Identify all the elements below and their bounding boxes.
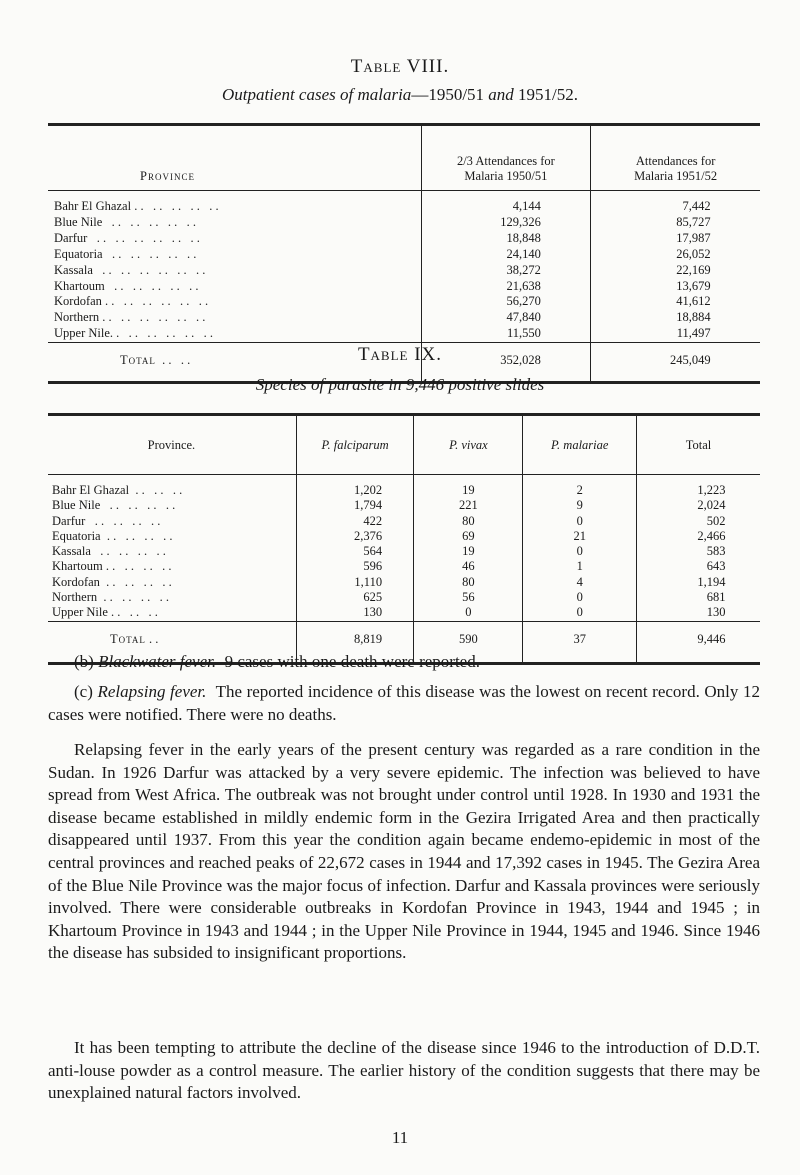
table9-falciparum: 564 (363, 544, 383, 559)
table9-malariae: 21 (573, 528, 586, 543)
table8-value-1950: 24,140 (506, 246, 541, 261)
table9-province: Northern (52, 590, 98, 605)
table9-falciparum: 625 (363, 590, 383, 605)
table9-malariae: 0 (576, 590, 583, 605)
table9-vivax: 221 (459, 498, 478, 513)
table9-total-total: 9,446 (697, 631, 726, 646)
table8-province: Equatoria (54, 246, 103, 261)
table8-value-1951: 41,612 (676, 294, 711, 309)
table8-col-province: Province (48, 125, 421, 191)
table9-vivax: 80 (462, 513, 475, 528)
table9-header-row (48, 415, 760, 475)
table9-vivax: 0 (465, 605, 472, 620)
table9-row: Darfur . . . . . . . . 422 80 0 502 (48, 514, 760, 529)
table9-province: Upper Nile (52, 605, 108, 620)
table9-total: 643 (706, 559, 726, 574)
table8-row: Northern . . . . . . . . . . . . 47,840 18,884 (48, 310, 760, 326)
table9-total: 681 (706, 590, 726, 605)
table9-subtitle-text: Species of parasite in 9,446 positive slides (255, 375, 545, 394)
table9-col-malariae: P. malariae (523, 415, 637, 475)
table9-total: 130 (706, 605, 726, 620)
table9-malariae: 0 (576, 544, 583, 559)
table8-value-1950: 129,326 (500, 214, 541, 229)
table9-malariae: 0 (576, 605, 583, 620)
table8-row: Darfur . . . . . . . . . . . . 18,848 17,987 (48, 231, 760, 247)
table8-value-1951: 17,987 (676, 230, 711, 245)
table8-province: Bahr El Ghazal (54, 199, 132, 213)
table8-total-label: Total (120, 353, 156, 368)
table9-total: 2,024 (697, 498, 726, 513)
table9-falciparum: 1,110 (354, 574, 383, 589)
table8-total-1951: 245,049 (670, 353, 711, 368)
blackwater-heading: Blackwater fever. (98, 652, 217, 671)
table9-total-falciparum: 8,819 (353, 631, 383, 646)
table9-falciparum: 596 (363, 559, 383, 574)
paragraph-blackwater: (b) Blackwater fever. 9 cases with one death were reported. (74, 652, 480, 671)
table8-value-1950: 4,144 (512, 199, 541, 213)
table8-row: Blue Nile . . . . . . . . . . 129,326 85,727 (48, 215, 760, 231)
table9-total: 1,194 (697, 574, 726, 589)
table8-col-1950: 2/3 Attendances for Malaria 1950/51 (421, 125, 591, 191)
table8-heading: Table VIII. (350, 56, 450, 77)
table9-total-vivax: 590 (459, 631, 478, 646)
table9-falciparum: 130 (363, 605, 383, 620)
table9-falciparum: 1,794 (353, 498, 383, 513)
table9-province: Bahr El Ghazal (52, 483, 130, 497)
table9-vivax: 46 (462, 559, 475, 574)
table9-malariae: 0 (576, 513, 583, 528)
table9-falciparum: 1,202 (353, 483, 383, 497)
table9-heading: Table IX. (357, 344, 443, 365)
table9-row: Blue Nile . . . . . . . . 1,794 221 9 2,024 (48, 498, 760, 513)
table8-value-1951: 11,497 (676, 326, 711, 341)
table9-malariae: 1 (576, 559, 583, 574)
table9-col-total: Total (637, 415, 760, 475)
paragraph-relapsing: (c) Relapsing fever. The reported incidence of this disease was the lowest on recent record. Only 12 cases were notified. There were no deaths. (48, 682, 760, 724)
table8-province: Khartoum (54, 278, 105, 293)
table8-subtitle-and: and (488, 85, 514, 104)
table9 (48, 413, 760, 665)
table9-row: Kordofan . . . . . . . . 1,110 80 4 1,194 (48, 575, 760, 590)
table8-value-1951: 22,169 (676, 262, 711, 277)
table8-row: Bahr El Ghazal . . . . . . . . . . 4,144 7,442 (48, 191, 760, 215)
table8-value-1950: 38,272 (506, 262, 541, 277)
table8-value-1951: 85,727 (676, 214, 711, 229)
table8-value-1951: 7,442 (682, 199, 711, 213)
table9-province: Equatoria (52, 528, 101, 543)
table9-total: 1,223 (697, 483, 726, 497)
table9-vivax: 69 (462, 528, 475, 543)
table8-province: Upper Nile (54, 326, 110, 341)
table9-row: Equatoria . . . . . . . . 2,376 69 21 2,466 (48, 529, 760, 544)
table9-vivax: 80 (462, 574, 475, 589)
table9-falciparum: 2,376 (353, 528, 383, 543)
table8-province: Kordofan (54, 294, 102, 309)
table8-value-1951: 26,052 (676, 246, 711, 261)
table8-value-1950: 11,550 (506, 326, 541, 341)
table9-total-malariae: 37 (573, 631, 586, 646)
table9-malariae: 2 (576, 483, 583, 497)
table9-province: Blue Nile (52, 498, 101, 513)
table8-value-1950: 56,270 (506, 294, 541, 309)
table8-total-row: Total . . . . 352,028 245,049 (48, 343, 760, 383)
table9-province: Kordofan (52, 574, 100, 589)
table8-header-row (48, 125, 760, 191)
table8-row: Kordofan . . . . . . . . . . . . 56,270 41,612 (48, 294, 760, 310)
table8-subtitle-dash: — (411, 85, 429, 104)
page-number: 11 (391, 1128, 409, 1147)
table8-value-1950: 21,638 (506, 278, 541, 293)
table9-malariae: 9 (576, 498, 583, 513)
table9-province: Kassala (52, 544, 91, 559)
table9-total: 502 (706, 513, 726, 528)
table9-subtitle (0, 375, 800, 395)
table9-row: Khartoum . . . . . . . . 596 46 1 643 (48, 559, 760, 574)
table8-province: Blue Nile (54, 214, 103, 229)
table8-province: Kassala (54, 262, 93, 277)
table8-row: Khartoum . . . . . . . . . . 21,638 13,679 (48, 279, 760, 295)
table9-col-falciparum: P. falciparum (296, 415, 414, 475)
table9-malariae: 4 (576, 574, 583, 589)
table8-value-1950: 47,840 (506, 310, 541, 325)
table9-total: 2,466 (697, 528, 726, 543)
paragraph-ddt: It has been tempting to attribute the decline of the disease since 1946 to the introduction of D.D.T. anti-louse powder as a control measure. The earlier history of the condition suggests that there may be unexplained natural factors involved. (48, 1038, 760, 1103)
table8-row: Kassala . . . . . . . . . . . . 38,272 22,169 (48, 263, 760, 279)
table9-total: 583 (706, 544, 726, 559)
table8-province: Northern (54, 310, 100, 325)
table8-subtitle (0, 85, 800, 105)
table9-falciparum: 422 (363, 513, 383, 528)
table8-col-1951: Attendances for Malaria 1951/52 (591, 125, 760, 191)
table9-vivax: 19 (462, 544, 475, 559)
table8-value-1951: 13,679 (676, 278, 711, 293)
table8-province: Darfur (54, 230, 88, 245)
table9-province: Khartoum (52, 559, 103, 574)
table9-vivax: 19 (462, 483, 475, 497)
paragraph-history: Relapsing fever in the early years of the present century was regarded as a rare condition in the Sudan. In 1926 Darfur was attacked by a very severe epidemic. The infection was believed to have spread from West Africa. The outbreak was not brought under control until 1928. In 1930 and 1931 the disease became established in mildly endemic form in the Gezira Irrigated Area and then practically disappeared until 1937. From this year the condition again became endemo-epidemic in most of the central provinces and reached peaks of 22,672 cases in 1944 and 17,392 cases in 1945. The Gezira Area of the Blue Nile Province was the major focus of infection. Darfur and Kassala provinces were seriously involved. There were considerable outbreaks in Kordofan Province in 1943, 1944 and 1945 ; in Khartoum Province in 1943 and 1944 ; in the Upper Nile Province in 1944, 1945 and 1946. Since 1946 the disease has subsided to insignificant proportions. (48, 740, 760, 963)
table8-subtitle-italic: Outpatient cases of malaria (221, 85, 412, 104)
table9-row: Kassala . . . . . . . . 564 19 0 583 (48, 544, 760, 559)
table9-total-label: Total (110, 631, 146, 646)
table9-province: Darfur (52, 513, 86, 528)
table8-row: Upper Nile. . . . . . . . . . . . 11,550 11,497 (48, 326, 760, 342)
table9-total-row: Total . . 8,819 590 37 9,446 (48, 621, 760, 663)
table8-subtitle-years-2: 1951/52. (518, 85, 579, 104)
table9-vivax: 56 (462, 590, 475, 605)
table8-value-1951: 18,884 (676, 310, 711, 325)
table9-row: Bahr El Ghazal . . . . . . 1,202 19 2 1,223 (48, 475, 760, 499)
table8-total-1950: 352,028 (500, 353, 541, 368)
table9-row: Upper Nile . . . . . . 130 0 0 130 (48, 605, 760, 621)
table9-col-province: Province. (48, 415, 296, 475)
table8-row: Equatoria . . . . . . . . . . 24,140 26,052 (48, 247, 760, 263)
relapsing-heading: Relapsing fever. (97, 682, 207, 701)
table8-value-1950: 18,848 (506, 230, 541, 245)
table8-subtitle-years-1: 1950/51 (428, 85, 485, 104)
table9-row: Northern . . . . . . . . 625 56 0 681 (48, 590, 760, 605)
table9-col-vivax: P. vivax (414, 415, 523, 475)
